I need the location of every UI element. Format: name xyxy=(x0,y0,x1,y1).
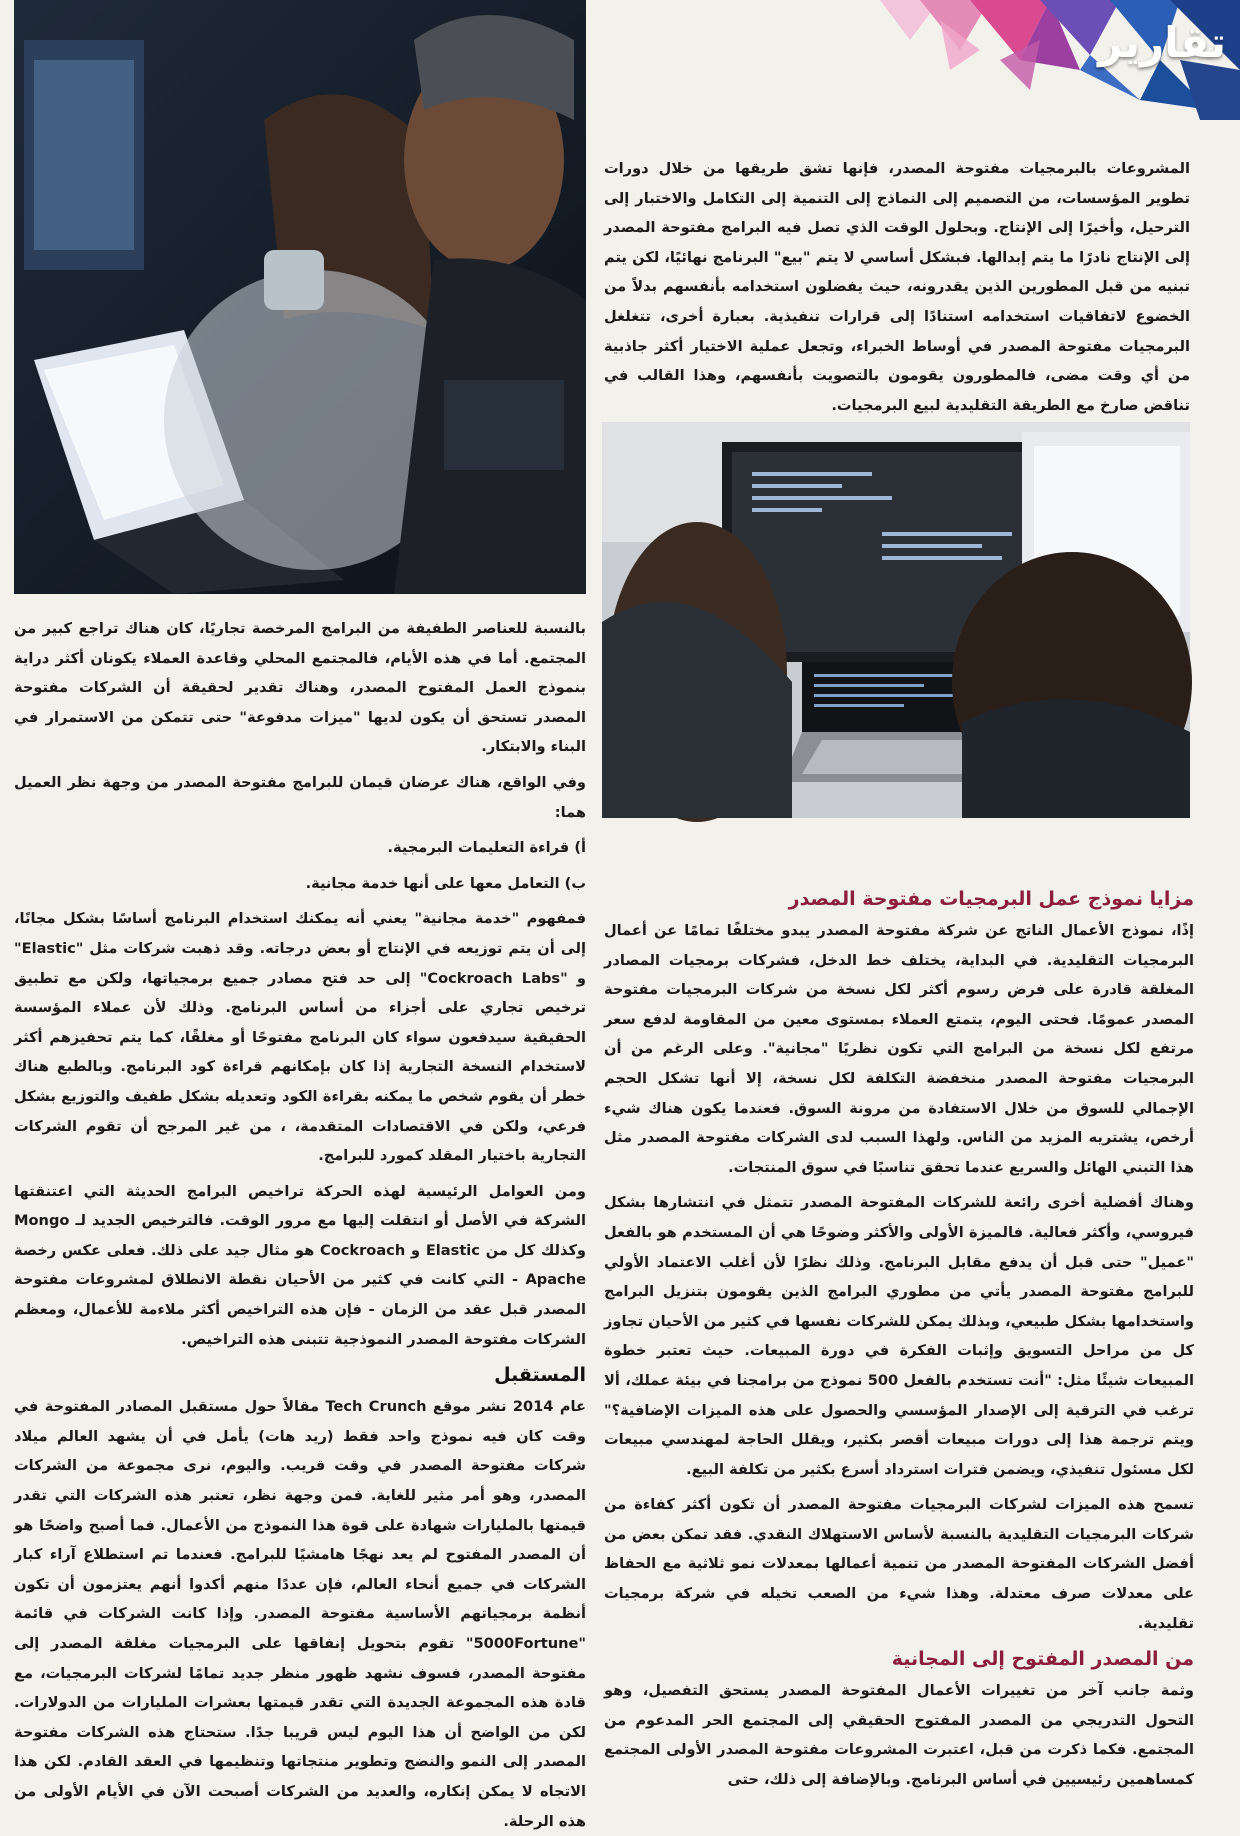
list-item: أ) قراءة التعليمات البرمجية. xyxy=(387,839,586,857)
photo-developers-laptop xyxy=(14,0,586,594)
paragraph: فمفهوم "خدمة مجانية" يعني أنه يمكنك استخدام البرنامج أساسًا بشكل مجانًا، إلى أن يتم توزيعه في الإنتاج أو بعض درجاته. وقد ذهبت شركات مثل "Elastic" و "Cockroach Labs" إلى حد فتح مصادر جميع برمجياتها، ولكن مع تطبيق ترخيص تجاري على أجزاء من أساس البرنامج. وذلك لأن عملاء المؤسسة الحقيقية سيدفعون سواء كان البرنامج مفتوحًا أو مغلقًا، كما يتم تحفيزهم أكثر لاستخدام النسخة التجارية إذا كان بإمكانهم قراءة كود البرنامج. وبالطبع هناك خطر أن يقوم شخص ما يمكنه بقراءة الكود وتعديله بشكل طفيف والتوزيع بشكل فرعي، ولكن في الاقتصادات المتقدمة، ، من غير المرجح أن تقوم الشركات التجارية باختيار المقلد كمورد للبرامج. xyxy=(14,910,586,1165)
section-title-advantages: مزايا نموذج عمل البرمجيات مفتوحة المصدر xyxy=(788,888,1194,910)
list-item: ب) التعامل معها على أنها خدمة مجانية. xyxy=(305,874,586,892)
photo-developers-monitors xyxy=(602,422,1190,818)
intro-column xyxy=(604,154,1190,416)
section-title-open-to-free: من المصدر المفتوح إلى المجانية xyxy=(891,1648,1194,1671)
left-column xyxy=(14,614,587,1830)
paragraph: تسمح هذه الميزات لشركات البرمجيات مفتوحة المصدر أن تكون أكثر كفاءة من شركات البرمجيات التقليدية بالنسبة لأساس الاستهلاك النقدي. فقد تمكن بعض من أفضل الشركات المفتوحة المصدر من تنمية أعمالها بمعدلات نمو ثلاثية مع الحفاظ على معدلات صرف معتدلة. وهذا شيء من الصعب تخيله في شركة برمجيات تقليدية. xyxy=(604,1496,1194,1632)
paragraph: وثمة جانب آخر من تغييرات الأعمال المفتوحة المصدر يستحق التفصيل، وهو التحول التدريجي من المصدر المفتوح الحقيقي إلى المجتمع الحر المدعوم من المجتمع. فكما ذكرت من قبل، اعتبرت المشروعات مفتوحة المصدر الأولى المجتمع كمساهمين رئيسيين في أساس البرنامج. وبالإضافة إلى ذلك، حتى xyxy=(604,1682,1194,1789)
paragraph: وهناك أفضلية أخرى رائعة للشركات المفتوحة المصدر تتمثل في انتشارها بشكل فيروسي، وأكثر فعالية. فالميزة الأولى والأكثر وضوحًا هي أن المستخدم هو بالفعل "عميل" حتى قبل أن يدفع مقابل البرنامج. وذلك نظرًا لأن أغلب الاعتماد الأولي للبرامج مفتوحة المصدر يأتي من مطوري البرامج الذين يقومون بتنزيل البرامج واستخدامها بشكل طبيعي، وبذلك يمكن للشركات نفسها في كثير من الأحيان تجاوز كل من مراحل التسويق وإثبات الفكرة في دورة المبيعات. حيث تعتبر خطوة المبيعات شيئًا مثل: "أنت تستخدم بالفعل 500 نموذج من برامجنا في بيئة عملك، ألا ترغب في الترقية إلى الإصدار المؤسسي والحصول على هذه الميزات الإضافية؟" ويتم ترجمة هذا إلى دورات مبيعات أقصر بكثير، ويقلل الحاجة لمهندسي مبيعات لكل مسئول تنفيذي، ويضمن فترات استرداد أسرع بكثير من تكلفة البيع. xyxy=(604,1194,1194,1478)
intro-paragraph: المشروعات بالبرمجيات مفتوحة المصدر، فإنها تشق طريقها من خلال دورات تطوير المؤسسات، من التصميم إلى النماذج إلى التنمية إلى التكامل والاختبار إلى الترحيل، وأخيرًا إلى الإنتاج. وبحلول الوقت الذي تصل فيه البرامج مفتوحة المصدر إلى الإنتاج نادرًا ما يتم إبدالها. فبشكل أساسي لا يتم "بيع" البرنامج نهائيًا، لكن يتم تبنيه من قبل المطورين الذين يقدرونه، حيث يفضلون استخدامه بأنفسهم بدلاً من الخضوع لاتفاقيات استخدامه استنادًا إلى قرارات تنفيذية. بعبارة أخرى، تتغلغل البرمجيات مفتوحة المصدر في أوساط الخبراء، وتجعل عملية الاختيار أكثر جاذبية من أي وقت مضى، فالمطورون يقومون بالتصويت بأنفسهم، وهذا القالب في تناقض صارخ مع الطريقة التقليدية لبيع البرمجيات. xyxy=(604,160,1190,414)
paragraph: ومن العوامل الرئيسية لهذه الحركة تراخيص البرامج الحديثة التي اعتنقتها الشركة في الأصل أو انتقلت إليها مع مرور الوقت. فالترخيص الجديد لـ Mongo وكذلك كل من Elastic و Cockroach هو مثال جيد على ذلك. فعلى عكس رخصة Apache - التي كانت في كثير من الأحيان نقطة الانطلاق لمشروعات مفتوحة المصدر قبل عقد من الزمان - فإن هذه التراخيص أكثر ملاءمة للأعمال، ومعظم الشركات مفتوحة المصدر النموذجية تتبنى هذه التراخيص. xyxy=(14,1182,587,1348)
paragraph: عام 2014 نشر موقع Tech Crunch مقالاً حول مستقبل المصادر المفتوحة في وقت كان فيه نموذج واحد فقط (ريد هات) يأمل في أن يشهد العالم ميلاد شركات مفتوحة المصدر في وقت قريب. واليوم، نرى مجموعة من الشركات المصدر، وهو أمر مثير للغاية. فمن وجهة نظر، تعتبر هذه الشركات التي تقدر قيمتها بالمليارات شهادة على قوة هذا النموذج من الأعمال. فما أصبح واضحًا هو أن المصدر المفتوح لم يعد نهجًا هامشيًا للبرامج. فعندما تم استطلاع آراء كبار الشركات في جميع أنحاء العالم، فإن عددًا منهم أكدوا أنهم يعتزمون أن تكون أنظمة برمجياتهم الأساسية مفتوحة المصدر. وإذا كانت الشركات في قائمة "5000Fortune" تقوم بتحويل إنفاقها على البرمجيات مغلقة المصدر إلى مفتوحة المصدر، فسوف نشهد ظهور منظر جديد تمامًا لشركات البرمجيات، مع قادة هذه المجموعة الجديدة التي تقدر قيمتها بعشرات المليارات من الدولارات. لكن من الواضح أن هذا اليوم ليس قريبا جدًا. ستحتاج هذه الشركات مفتوحة المصدر إلى النمو والنضج وتطوير منتجاتها وتنظيمها في العقد القادم. لكن هذا الاتجاه لا يمكن إنكاره، والعديد من الشركات أصبحت الآن في الأيام الأولى من هذه الرحلة. xyxy=(14,1398,586,1830)
paragraph: إذًا، نموذج الأعمال الناتج عن شركة مفتوحة المصدر يبدو مختلفًا تمامًا عن أعمال البرمجيات التقليدية. في البداية، يختلف خط الدخل، فشركات برمجيات المصادر المغلقة قادرة على فرض رسوم أكثر لكل نسخة من شركات البرمجيات مفتوحة المصدر عمومًا. فحتى اليوم، يتمتع العملاء بمستوى معين من المقاومة لدفع سعر مرتفع لكل نسخة من البرامج التي تكون نظريًا "مجانية". وعلى الرغم من أن البرمجيات مفتوحة المصدر منخفضة التكلفة لكل نسخة، إلا أنها تشكل الحجم الإجمالي للسوق من خلال الاستفادة من مرونة السوق. فعندما يكون هناك شيء أرخص، يشتريه المزيد من الناس. ولهذا السبب لدى الشركات مفتوحة المصدر مثل هذا التبني الهائل والسريع عندما تحقق تناسبًا في سوق المنتجات. xyxy=(604,922,1194,1176)
right-column xyxy=(604,878,1194,1789)
paragraph: بالنسبة للعناصر الطفيفة من البرامج المرخصة تجاريًا، كان هناك تراجع كبير من المجتمع. أما في هذه الأيام، فالمجتمع المحلي وقاعدة العملاء يكونان أكثر دراية بنموذج العمل المفتوح المصدر، وهناك تقدير لحقيقة أن الشركات مفتوحة المصدر تستحق أن يكون لديها "ميزات مدفوعة" حتى تتمكن من الاستمرار في البناء والابتكار. xyxy=(14,620,586,756)
paragraph: وفي الواقع، هناك عرضان قيمان للبرامج مفتوحة المصدر من وجهة نظر العميل هما: xyxy=(14,773,586,821)
section-title-future: المستقبل xyxy=(494,1364,586,1387)
section-label: تقارير xyxy=(1098,18,1226,67)
